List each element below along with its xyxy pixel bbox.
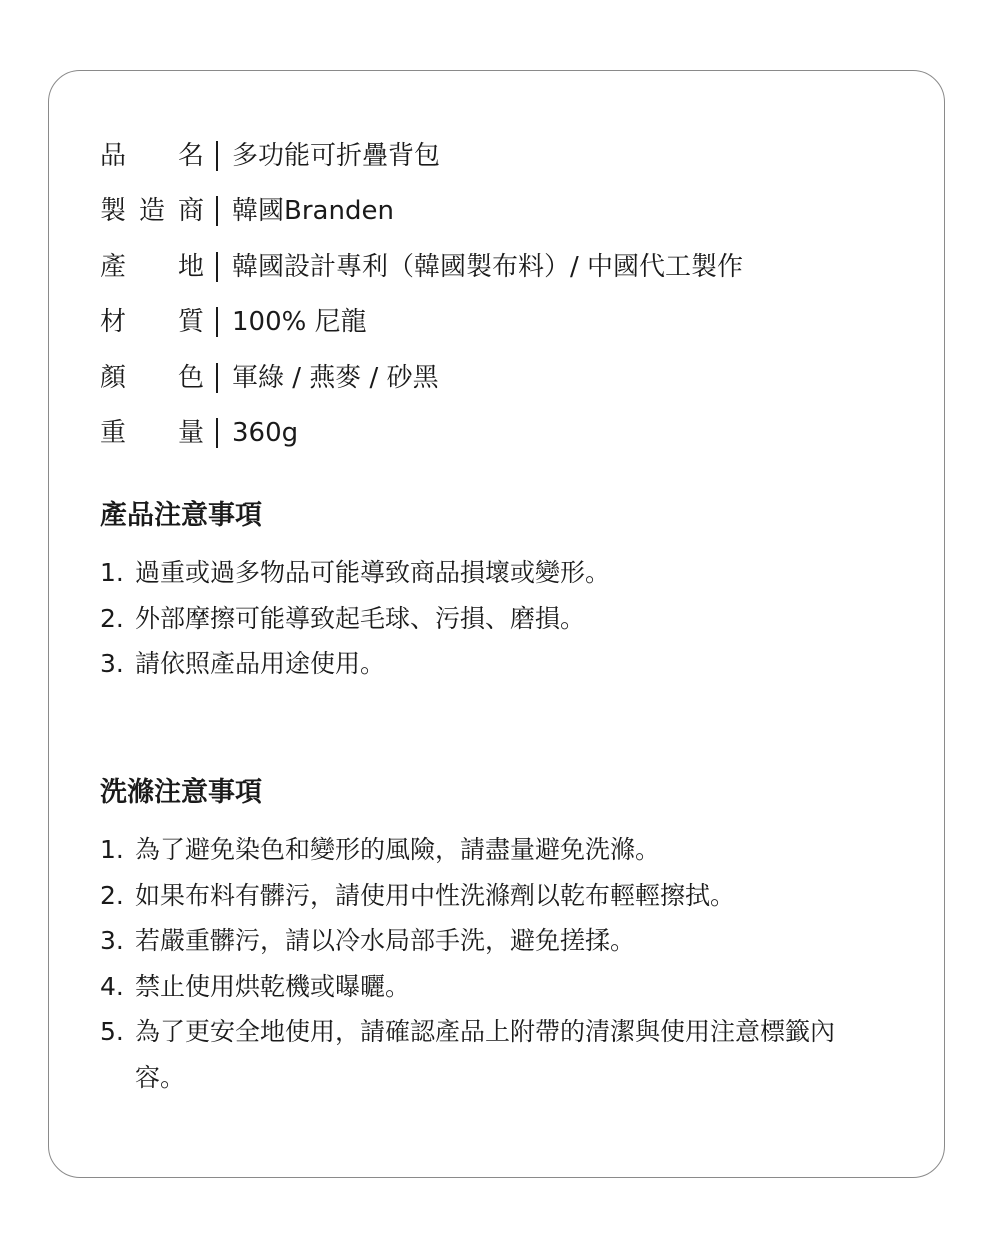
list-item-number: 4. bbox=[100, 971, 124, 1001]
list-item-text: 如果布料有髒污，請使用中性洗滌劑以乾布輕輕擦拭。 bbox=[135, 880, 736, 910]
list-item-number: 5. bbox=[100, 1017, 124, 1046]
product-notes-list bbox=[100, 550, 860, 687]
list-item-number: 2. bbox=[100, 880, 124, 910]
list-item bbox=[100, 964, 860, 1010]
spec-row-material bbox=[100, 295, 743, 351]
list-item-text: 過重或過多物品可能導致商品損壞或變形。 bbox=[135, 558, 611, 587]
spec-label: 製 造 商 bbox=[100, 196, 204, 227]
list-item bbox=[100, 596, 860, 642]
list-item-text: 外部摩擦可能導致起毛球、污損、磨損。 bbox=[135, 603, 586, 633]
list-item-number: 1. bbox=[100, 558, 124, 587]
list-item-text: 為了避免染色和變形的風險，請盡量避免洗滌。 bbox=[135, 835, 661, 864]
list-item bbox=[100, 873, 860, 919]
list-item-number: 1. bbox=[100, 835, 124, 864]
spec-label: 材 質 bbox=[100, 307, 204, 338]
spec-value: 韓國Branden bbox=[232, 196, 394, 227]
list-item-number: 3. bbox=[100, 649, 124, 678]
spec-label: 顏 色 bbox=[100, 362, 204, 393]
spec-separator bbox=[216, 418, 218, 448]
spec-label: 重 量 bbox=[100, 418, 204, 449]
list-item-text: 為了更安全地使用，請確認產品上附帶的清潔與使用注意標籤內容。 bbox=[135, 1017, 836, 1092]
spec-label: 品 名 bbox=[100, 140, 204, 171]
list-item-text: 禁止使用烘乾機或曝曬。 bbox=[135, 971, 411, 1001]
spec-separator bbox=[216, 363, 218, 393]
list-item bbox=[100, 1009, 860, 1100]
list-item-text: 請依照產品用途使用。 bbox=[135, 649, 386, 678]
list-item bbox=[100, 827, 860, 873]
spec-value: 多功能可折疊背包 bbox=[232, 140, 441, 171]
spec-row-weight bbox=[100, 406, 743, 462]
spec-row-color bbox=[100, 350, 743, 406]
wash-notes-list bbox=[100, 827, 860, 1100]
product-notes-title: 產品注意事項 bbox=[100, 500, 262, 531]
spec-separator bbox=[216, 252, 218, 282]
list-item bbox=[100, 550, 860, 596]
spec-value: 軍綠 / 燕麥 / 砂黑 bbox=[232, 362, 439, 393]
list-item-text: 若嚴重髒污，請以冷水局部手洗，避免搓揉。 bbox=[135, 926, 636, 955]
spec-value: 100% 尼龍 bbox=[232, 307, 367, 338]
spec-value: 韓國設計專利（韓國製布料）/ 中國代工製作 bbox=[232, 251, 744, 282]
list-item-number: 2. bbox=[100, 603, 124, 633]
spec-row-manufacturer bbox=[100, 184, 743, 240]
list-item bbox=[100, 641, 860, 687]
spec-value: 360g bbox=[232, 418, 299, 449]
wash-notes-title: 洗滌注意事項 bbox=[100, 777, 262, 808]
spec-separator bbox=[216, 141, 218, 171]
spec-table bbox=[100, 128, 743, 461]
spec-row-origin bbox=[100, 239, 743, 295]
list-item-number: 3. bbox=[100, 926, 124, 955]
spec-label: 產 地 bbox=[100, 251, 204, 282]
spec-separator bbox=[216, 196, 218, 226]
spec-separator bbox=[216, 307, 218, 337]
list-item bbox=[100, 918, 860, 964]
spec-row-name bbox=[100, 128, 743, 184]
